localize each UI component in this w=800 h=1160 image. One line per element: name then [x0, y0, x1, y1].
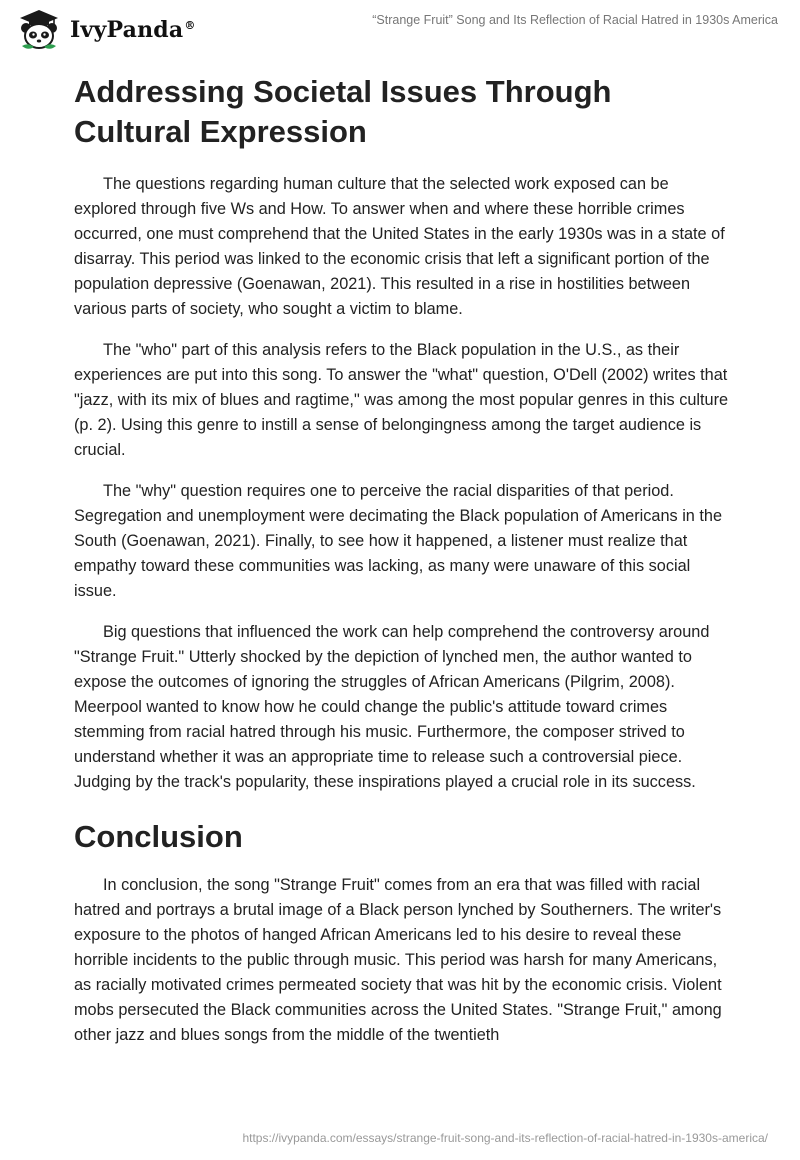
registered-mark: ® — [184, 18, 196, 32]
paragraph: The questions regarding human culture that the selected work exposed can be explored through five Ws and How. To answer when and where these horrible crimes occurred, one must comprehend that the United States in the early 1930s was in a state of disarray. This period was linked to the economic crisis that left a significant portion of the population depressive (Goenawan, 2021). This resulted in a rise in hostilities between various parts of society, who sought a victim to blame. — [74, 175, 725, 318]
document-title: “Strange Fruit” Song and Its Reflection of Racial Hatred in 1930s America — [372, 13, 778, 27]
section-heading-conclusion: Conclusion — [74, 819, 243, 854]
page-header — [0, 0, 800, 60]
brand-name: IvyPanda® — [70, 17, 196, 43]
panda-graduate-icon — [14, 8, 64, 52]
ivypanda-logo[interactable] — [14, 8, 196, 52]
paragraph: The "who" part of this analysis refers to the Black population in the U.S., as their experiences are put into this song. To answer the "what" question, O'Dell (2002) writes that "jazz, with its mix of blues and ragtime," was among the most popular genres in this culture (p. 2). Using this genre to instill a sense of belongingness among the target audience is crucial. — [74, 341, 729, 459]
paragraph: Big questions that influenced the work can help comprehend the controversy around "Strange Fruit." Utterly shocked by the depiction of lynched men, the author wanted to expose the outcomes of ignoring the struggles of African Americans (Pilgrim, 2008). Meerpool wanted to know how he could change the public's attitude toward crimes stemming from racial hatred through his music. Furthermore, the composer strived to understand whether it was an appropriate time to release such a controversial piece. Judging by the track's popularity, these inspirations played a crucial role in its success. — [74, 623, 710, 791]
paragraph: The "why" question requires one to perceive the racial disparities of that period. Segregation and unemployment were decimating the Black population of Americans in the South (Goenawan, 2021). Finally, to see how it happened, a listener must realize that empathy toward these communities was lacking, as many were unaware of this social issue. — [74, 482, 723, 600]
section-heading-societal-issues: Addressing Societal Issues Through Cultural Expression — [74, 74, 612, 149]
essay-content — [74, 72, 734, 1064]
source-url-link[interactable]: https://ivypanda.com/essays/strange-fruit-song-and-its-reflection-of-racial-hatred-in-1930s-america/ — [242, 1131, 768, 1145]
paragraph: In conclusion, the song "Strange Fruit" comes from an era that was filled with racial hatred and portrays a brutal image of a Black person lynched by Southerners. The writer's exposure to the photos of hanged African Americans led to his desire to reveal these horrible incidents to the public through music. This period was harsh for many Americans, as racially motivated crimes permeated society that was hit by the economic crisis. Violent mobs persecuted the Black communities across the United States. "Strange Fruit," among other jazz and blues songs from the middle of the twentieth — [74, 876, 722, 1044]
